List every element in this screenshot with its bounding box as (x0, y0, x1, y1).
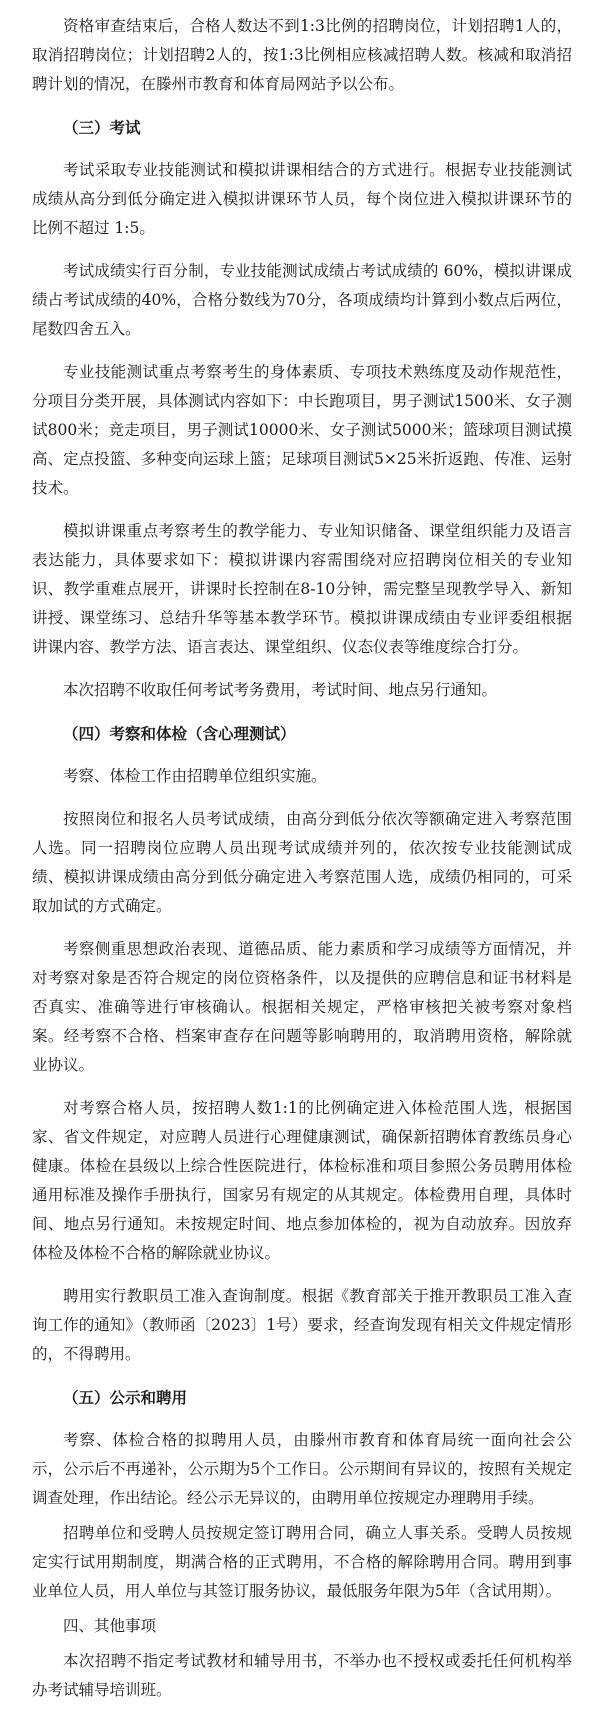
paragraph-publicity: 考察、体检合格的拟聘用人员，由滕州市教育和体育局统一面向社会公示，公示后不再递补，公示期为5个工作日。公示期间有异议的，按照有关规定调查处理，作出结论。经公示无异议的，由聘用单位按规定办理聘用手续。 (32, 1431, 572, 1507)
paragraph-skills-test: 专业技能测试重点考察考生的身体素质、专项技术熟练度及动作规范性，分项目分类开展，具体测试内容如下：中长跑项目，男子测试1500米、女子测试800米；竞走项目，男子测试10000米、女子测试5000米；篮球项目测试摸高、定点投篮、多种变向运球上篮；足球项目测试5×25米折返跑、传准、运射技术。 (32, 363, 572, 497)
paragraph-mock-lecture: 模拟讲课重点考察考生的教学能力、专业知识储备、课堂组织能力及语言表达能力，具体要求如下：模拟讲课内容需围绕对应招聘岗位相关的专业知识、教学重难点展开，讲课时长控制在8-10分钟，需完整呈现教学导入、新知讲授、课堂练习、总结升华等基本教学环节。模拟讲课成绩由专业评委组根据讲课内容、教学方法、语言表达、课堂组织、仪态仪表等维度综合打分。 (32, 522, 572, 656)
paragraph-inspection-organizer: 考察、体检工作由招聘单位组织实施。 (63, 767, 327, 785)
paragraph-inspection-focus: 考察侧重思想政治表现、道德品质、能力素质和学习成绩等方面情况，并对考察对象是否符合规定的岗位资格条件，以及提供的应聘信息和证书材料是否真实、准确等进行审核确认。根据相关规定，严格审核把关被考察对象档案。经考察不合格、档案审查存在问题等影响聘用的，取消聘用资格，解除就业协议。 (32, 940, 572, 1074)
document-body (32, 12, 572, 1719)
paragraph-exam-scoring: 考试成绩实行百分制，专业技能测试成绩占考试成绩的 60%，模拟讲课成绩占考试成绩的40%，合格分数线为70分，各项成绩均计算到小数点后两位，尾数四舍五入。 (32, 262, 572, 338)
paragraph-contract: 招聘单位和受聘人员按规定签订聘用合同，确立人事关系。受聘人员按规定实行试用期制度，期满合格的正式聘用，不合格的解除聘用合同。聘用到事业单位人员，用人单位与其签订服务协议，最低服务年限为5年（含试用期）。 (32, 1524, 572, 1600)
paragraph-no-training: 本次招聘不指定考试教材和辅导用书，不举办也不授权或委托任何机构举办考试辅导培训班。 (32, 1652, 572, 1699)
section-heading-inspection: （四）考察和体检（含心理测试） (63, 724, 296, 743)
paragraph-medical-exam: 对考察合格人员，按招聘人数1:1的比例确定进入体检范围人选，根据国家、省文件规定，对应聘人员进行心理健康测试，确保新招聘体育教练员身心健康。体检在县级以上综合性医院进行，体检标准和项目参照公务员聘用体检通用标准及操作手册执行，国家另有规定的从其规定。体检费用自理，具体时间、地点另行通知。未按规定时间、地点参加体检的，视为自动放弃。因放弃体检及体检不合格的解除就业协议。 (32, 1099, 572, 1262)
paragraph-inspection-selection: 按照岗位和报名人员考试成绩，由高分到低分依次等额确定进入考察范围人选。同一招聘岗位应聘人员出现考试成绩并列的，依次按专业技能测试成绩、模拟讲课成绩由高分到低分确定进入考察范围人选，成绩仍相同的，可采取加试的方式确定。 (32, 810, 572, 915)
section-heading-other-matters: 四、其他事项 (63, 1617, 157, 1635)
paragraph-exam-fees: 本次招聘不收取任何考试考务费用，考试时间、地点另行通知。 (63, 681, 498, 699)
section-heading-exam: （三）考试 (63, 118, 141, 137)
paragraph-exam-method: 考试采取专业技能测试和模拟讲课相结合的方式进行。根据专业技能测试成绩从高分到低分确定进入模拟讲课环节人员，每个岗位进入模拟讲课环节的比例不超过 1:5。 (32, 161, 572, 237)
paragraph-access-inquiry: 聘用实行教职员工准入查询制度。根据《教育部关于推开教职员工准入查询工作的通知》（教师函〔2023〕1号）要求，经查询发现有相关文件规定情形的，不得聘用。 (32, 1287, 572, 1363)
paragraph-qualification-review: 资格审查结束后，合格人数达不到1:3比例的招聘岗位，计划招聘1人的，取消招聘岗位；计划招聘2人的，按1:3比例相应核减招聘人数。核减和取消招聘计划的情况，在滕州市教育和体育局网站予以公布。 (32, 17, 572, 93)
section-heading-publicity: （五）公示和聘用 (63, 1388, 188, 1407)
